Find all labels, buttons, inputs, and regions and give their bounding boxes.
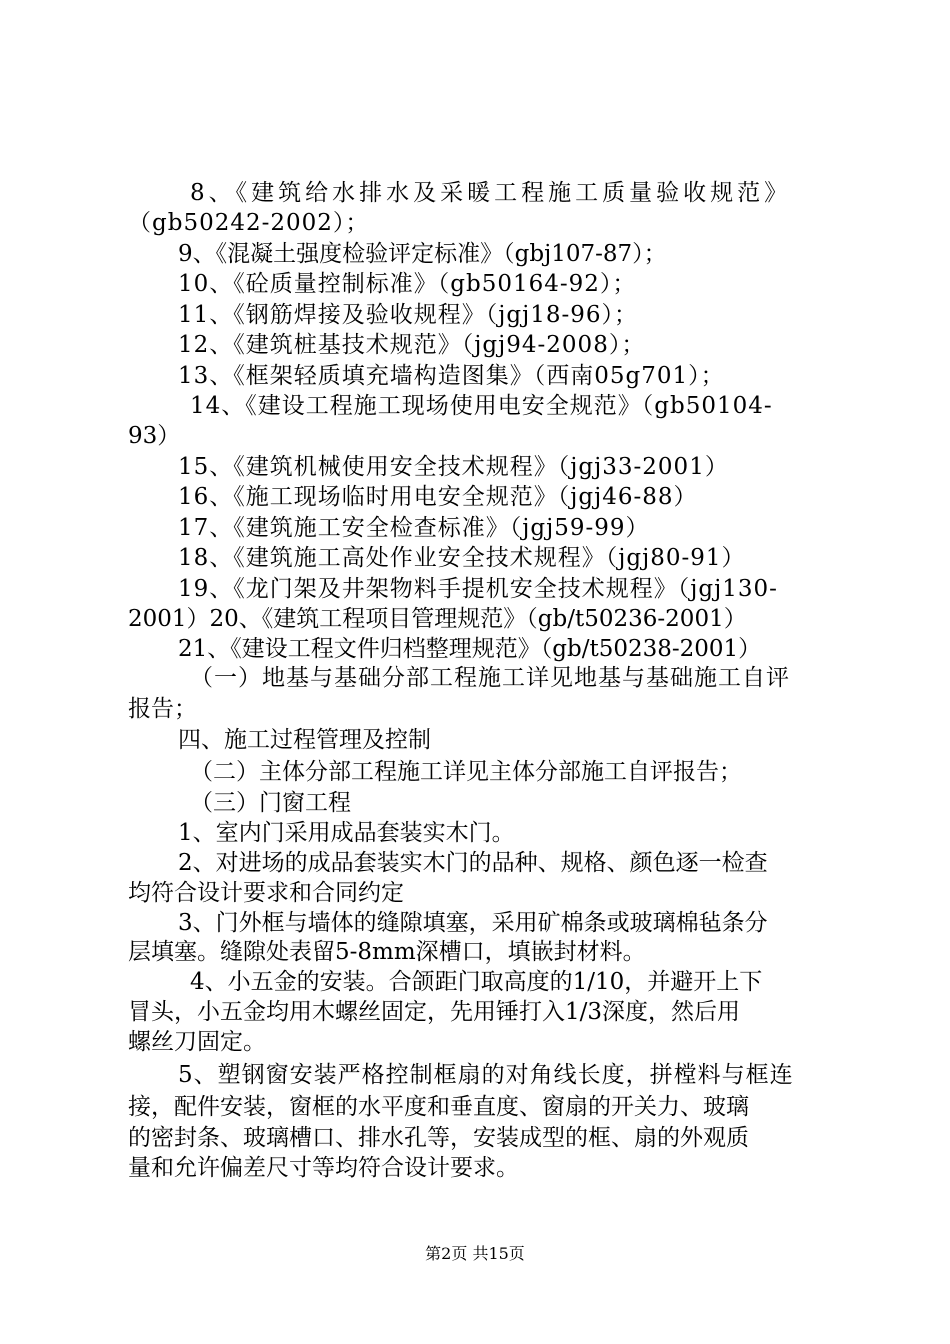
text-line: 报告；: [128, 696, 197, 722]
page-number-footer: 第2页 共15页: [425, 1244, 525, 1263]
text-line: 层填塞。缝隙处表留5-8mm深槽口，填嵌封材料。: [128, 939, 646, 965]
text-line: 12、《建筑桩基技术规范》（jgj94-2008）；: [178, 332, 646, 358]
text-line: 21、《建设工程文件归档整理规范》（gb/t50238-2001）: [178, 636, 762, 662]
text-line: 冒头，小五金均用木螺丝固定，先用锤打入1/3深度，然后用: [128, 999, 741, 1025]
text-line: 15、《建筑机械使用安全技术规程》（jgj33-2001）: [178, 454, 729, 480]
text-line: 2001）20、《建筑工程项目管理规范》（gb/t50236-2001）: [128, 606, 747, 632]
text-line: 14、《建设工程施工现场使用电安全规范》（gb50104-: [190, 393, 773, 419]
text-line: 17、《建筑施工安全检查标准》（jgj59-99）: [178, 515, 650, 541]
text-line: 1、室内门采用成品套装实木门。: [178, 820, 515, 846]
text-line: 的密封条、玻璃槽口、排水孔等，安装成型的框、扇的外观质: [128, 1125, 749, 1151]
text-line: （三）门窗工程: [190, 790, 351, 816]
text-line: 8、《建筑给水排水及采暖工程施工质量验收规范》: [190, 180, 792, 206]
text-line: 10、《砼质量控制标准》（gb50164-92）；: [178, 271, 637, 297]
text-line: （二）主体分部工程施工详见主体分部施工自评报告；: [190, 759, 742, 785]
text-line: 11、《钢筋焊接及验收规程》（jgj18-96）；: [178, 302, 639, 328]
text-line: 93）: [128, 423, 181, 449]
text-line: 19、《龙门架及井架物料手提机安全技术规程》（jgj130-: [178, 576, 778, 602]
text-line: 13、《框架轻质填充墙构造图集》（西南05g701）；: [178, 363, 725, 389]
text-line: 四、施工过程管理及控制: [178, 727, 431, 753]
text-line: 5、塑钢窗安装严格控制框扇的对角线长度，拼樘料与框连: [178, 1062, 794, 1088]
text-line: 4、小五金的安装。合颌距门取高度的1/10，并避开上下: [190, 969, 763, 995]
text-line: 3、门外框与墙体的缝隙填塞，采用矿棉条或玻璃棉毡条分: [178, 910, 768, 936]
text-line: 螺丝刀固定。: [128, 1029, 266, 1055]
text-line: 18、《建筑施工高处作业安全技术规程》（jgj80-91）: [178, 545, 746, 571]
text-line: 量和允许偏差尺寸等均符合设计要求。: [128, 1155, 519, 1181]
text-line: 接，配件安装，窗框的水平度和垂直度、窗扇的开关力、玻璃: [128, 1094, 749, 1120]
text-line: （一）地基与基础分部工程施工详见地基与基础施工自评: [190, 665, 790, 691]
text-line: （gb50242-2002）；: [128, 210, 370, 236]
text-line: 均符合设计要求和合同约定: [128, 880, 404, 906]
text-line: 2、对进场的成品套装实木门的品种、规格、颜色逐一检查: [178, 850, 768, 876]
text-line: 16、《施工现场临时用电安全规范》（jgj46-88）: [178, 484, 698, 510]
text-line: 9、《混凝土强度检验评定标准》（gbj107-87）；: [178, 241, 667, 267]
